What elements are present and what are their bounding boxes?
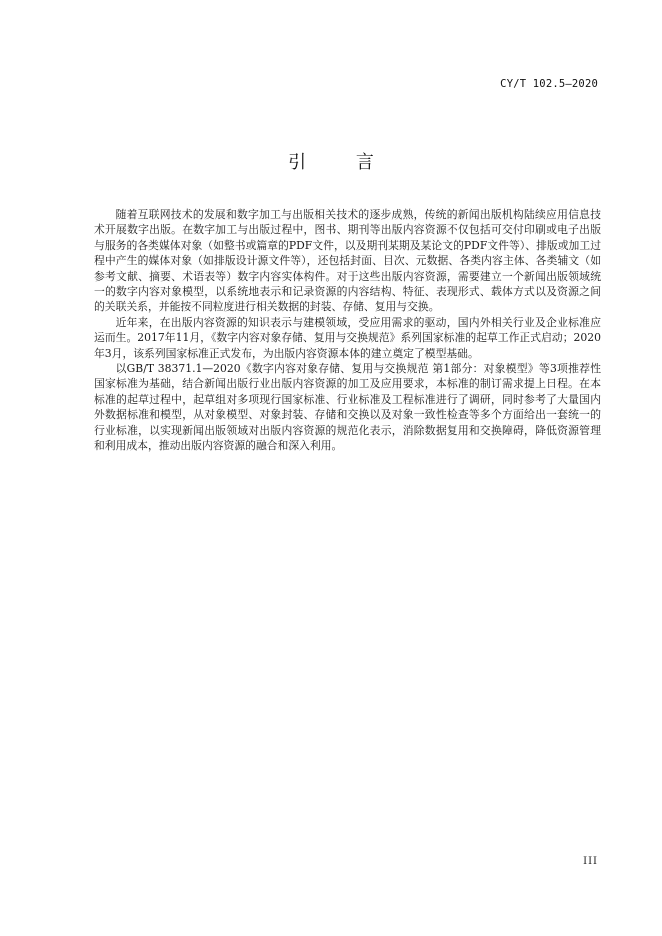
paragraph-1: 随着互联网技术的发展和数字加工与出版相关技术的逐步成熟，传统的新闻出版机构陆续应用信息技术开展数字出版。在数字加工与出版过程中，图书、期刊等出版内容资源不仅包括可交付印刷或电子出版与服务的各类媒体对象（如整书或篇章的PDF文件，以及期刊某期及某论文的PDF文件等）、排版或加工过程中产生的媒体对象（如排版设计源文件等），还包括封面、目次、元数据、各类内容主体、各类辅文（如参考文献、摘要、术语表等）数字内容实体构件。对于这些出版内容资源，需要建立一个新闻出版领域统一的数字内容对象模型，以系统地表示和记录资源的内容结构、特征、表现形式、载体方式以及资源之间的关联关系，并能按不同粒度进行相关数据的封装、存储、复用与交换。 [94, 208, 601, 314]
page-number: III [583, 856, 598, 867]
paragraph-3: 以GB/T 38371.1—2020《数字内容对象存储、复用与交换规范 第1部分：对象模型》等3项推荐性国家标准为基础，结合新闻出版行业出版内容资源的加工及应用要求，本标准的制订需求提上日程。在本标准的起草过程中，起草组对多项现行国家标准、行业标准及工程标准进行了调研，同时参考了大量国内外数据标准和模型，从对象模型、对象封装、存储和交换以及对象一致性检查等多个方面给出一套统一的行业标准，以实现新闻出版领域对出版内容资源的规范化表示，消除数据复用和交换障碍，降低资源管理和利用成本，推动出版内容资源的融合和深入利用。 [94, 362, 601, 453]
introduction-body [94, 207, 601, 454]
standard-code: CY/T 102.5—2020 [500, 78, 598, 90]
page-title: 引 言 [288, 152, 396, 173]
paragraph-2: 近年来，在出版内容资源的知识表示与建模领域，受应用需求的驱动，国内外相关行业及企业标准应运而生。2017年11月，《数字内容对象存储、复用与交换规范》系列国家标准的起草工作正式启动；2020年3月，该系列国家标准正式发布，为出版内容资源本体的建立奠定了模型基础。 [94, 315, 601, 360]
